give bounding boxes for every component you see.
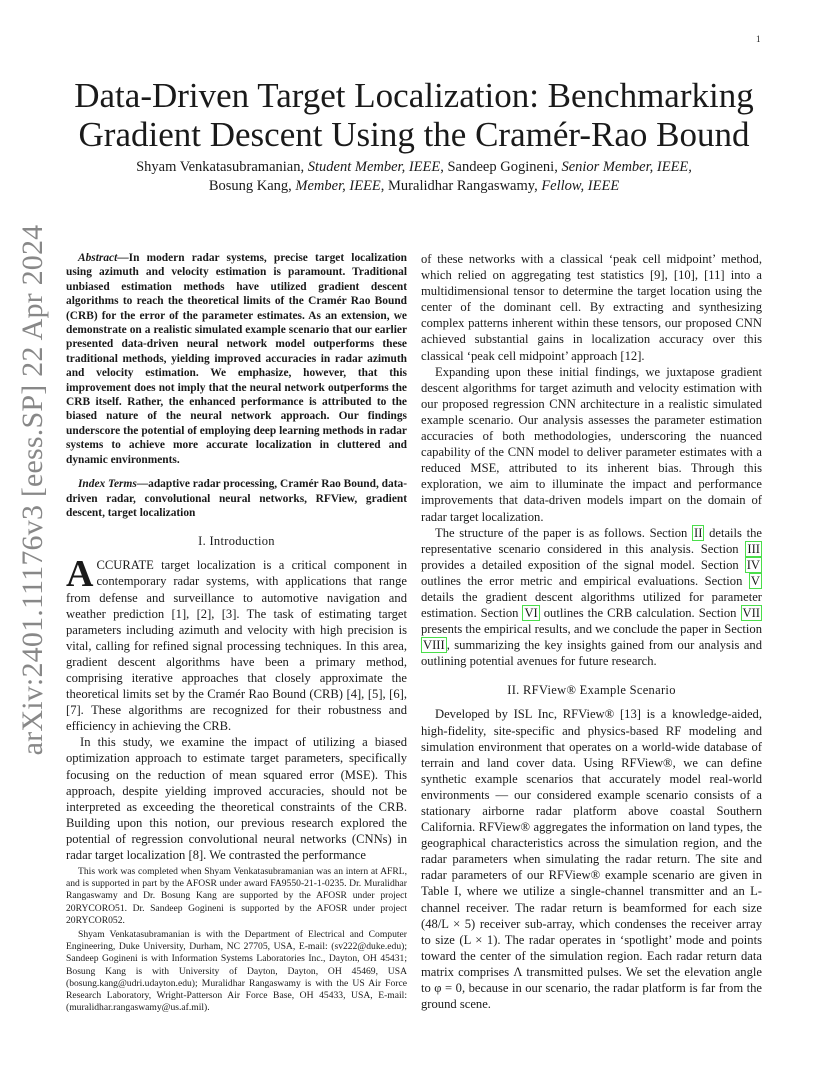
author-3-name: Bosung Kang, bbox=[208, 178, 296, 194]
text-run: outlines the CRB calculation. Section bbox=[539, 606, 741, 621]
text-run: outlines the error metric and empirical evaluations. Section bbox=[421, 573, 749, 588]
author-2-name: , Sandeep Gogineni, bbox=[440, 159, 562, 175]
author-2-role: Senior Member, IEEE, bbox=[561, 159, 692, 175]
section-ref-link[interactable]: IV bbox=[746, 557, 760, 572]
section-ref-link[interactable]: III bbox=[747, 541, 760, 556]
abstract bbox=[66, 251, 407, 467]
section-1-heading: I. Introduction bbox=[198, 534, 275, 549]
author-1-role: Student Member, IEEE bbox=[307, 159, 441, 175]
text-run: provides a detailed exposition of the signal model. Section bbox=[421, 557, 745, 572]
author-1-name: Shyam Venkatasubramanian, bbox=[136, 159, 308, 175]
text-run: presents the empirical results, and we conclude the paper in Section bbox=[421, 622, 762, 637]
author-4-name: , Muralidhar Rangaswamy, bbox=[380, 178, 542, 194]
title-line-1: Data-Driven Target Localization: Benchmarking bbox=[74, 76, 754, 115]
section-2-heading: II. RFView® Example Scenario bbox=[507, 683, 676, 698]
index-terms-text: —adaptive radar processing, Cramér Rao Bound, data-driven radar, convolutional neural networks, RFView, gradient descent, target localization bbox=[66, 478, 407, 519]
arxiv-stamp bbox=[16, 224, 50, 756]
section-ref-link[interactable]: VI bbox=[524, 606, 538, 621]
text-run: details the gradient descent algorithms utilized for parameter estimation. Section bbox=[421, 589, 762, 621]
footnote-funding: This work was completed when Shyam Venkatasubramanian was an intern at AFRL, and is supported in part by the AFOSR under award FA9550-21-1-0235. Dr. Muralidhar Rangaswamy and Dr. Bosung Kang are supported by the AFOSR under project 20RYCORO51. Dr. Sandeep Gogineni is supported by the AFOSR under project 20RYCOR052. bbox=[66, 866, 407, 926]
section-ref-link[interactable]: VII bbox=[742, 606, 760, 621]
intro-p1-text: CCURATE target localization is a critical component in contemporary radar systems, with applications that range from defense and surveillance to automotive navigation and weather prediction [1], [2], [3]. The task of estimating target parameters including azimuth and velocity with high precision is vital, calling for refined signal processing techniques. In this area, gradient descent algorithms have been a primary method, comprising iterative approaches that closely approximate the theoretical limits set by the Cramér Rao Bound (CRB) [4], [5], [6], [7]. These algorithms are recognized for their robustness and efficiency in achieving the CRB. bbox=[66, 558, 407, 734]
page-number: 1 bbox=[756, 34, 761, 44]
abstract-text: —In modern radar systems, precise target localization using azimuth and velocity estimation is paramount. Traditional unbiased estimation methods have utilized gradient descent algorithms to reach the theoretical limits of the Cramér Rao Bound (CRB) for the error of the parameter estimates. As an extension, we demonstrate on a realistic simulated example scenario that our earlier presented data-driven neural network model outperforms these traditional methods, yielding improved accuracies in radar azimuth and velocity estimation. We emphasize, however, that this improvement does not imply that the neural network outperforms the CRB itself. Rather, the enhanced performance is attributed to the biased nature of the neural network approach. Our findings underscore the potential of employing deep learning methods in radar systems to achieve more accurate localization in cluttered and dynamic environments. bbox=[66, 252, 407, 466]
index-terms-label: Index Terms bbox=[78, 478, 137, 491]
footnotes bbox=[66, 866, 407, 1016]
title-line-2: Gradient Descent Using the Cramér-Rao Bound bbox=[78, 115, 750, 154]
paper-title bbox=[66, 76, 762, 154]
abstract-label: Abstract bbox=[78, 252, 118, 264]
author-line-2 bbox=[66, 177, 762, 196]
intro-paragraph-4: Expanding upon these initial findings, we juxtapose gradient descent algorithms for target azimuth and velocity estimation with our proposed regression CNN architecture in a realistic simulated example scenario. Our analysis assesses the parameter estimation accuracies of both methodologies, underscoring the nuanced capability of the CNN model to deliver parameter estimates with a reduced MSE, attributed to its inherent bias. Through this exploration, we aim to illuminate the impact and performance improvements that data-driven models impart on the domain of radar target localization. bbox=[421, 364, 762, 524]
section-ref-link[interactable]: V bbox=[750, 573, 760, 588]
left-column bbox=[66, 251, 407, 863]
footnote-affiliations: Shyam Venkatasubramanian is with the Department of Electrical and Computer Engineering, Duke University, Durham, NC 27705, USA, E-mail: (sv222@duke.edu); Sandeep Gogineni is with Information Systems Laboratories Inc., Dayton, OH 45431; Bosung Kang is with University of Dayton, Dayton, OH 45469, USA (bosung.kang@udri.udayton.edu); Muralidhar Rangaswamy is with the US Air Force Research Laboratory, Wright-Patterson Air Force Base, OH 45433, USA, E-mail: (muralidhar.rangaswamy@us.af.mil). bbox=[66, 929, 407, 1014]
drop-cap: A bbox=[66, 553, 94, 596]
scenario-paragraph-1: Developed by ISL Inc, RFView® [13] is a knowledge-aided, high-fidelity, site-specific and physics-based RF modeling and simulation environment that operates on a world-wide database of terrain and land cover data. Using RFView®, we can define synthetic example scenarios that accurately model real-world environments — our considered example scenario consists of a stationary airborne radar platform above coastal Southern California. RFView® aggregates the information on land types, the geographical characteristics across the simulation region, and the radar parameters when simulating the radar return. The site and radar parameters of our RFView® example scenario are given in Table I, where we utilize a single-channel transmitter and an L-channel receiver. The radar return is beamformed for each size (48/L × 5) receiver sub-array, which condenses the receiver array to size (L × 1). The radar operates in ‘spotlight’ mode and points toward the center of the simulation region. Each radar return data matrix comprises Λ transmitted pulses. We set the elevation angle to φ = 0, because in our scenario, the radar platform is far from the ground scene. bbox=[421, 707, 762, 1012]
intro-paragraph-3: of these networks with a classical ‘peak cell midpoint’ method, which relied on aggregating test statistics [9], [10], [11] into a multidimensional tensor to determine the target location using the center of the dominant cell. By extracting and synthesizing complex patterns inherent within these tensors, our proposed CNN achieved substantial gains in localization accuracy over this classical ‘peak cell midpoint’ approach [12]. bbox=[421, 252, 762, 363]
author-4-role: Fellow, IEEE bbox=[541, 178, 620, 194]
arxiv-stamp-text: arXiv:2401.11176v3 [eess.SP] 22 Apr 2024 bbox=[16, 224, 49, 756]
intro-paragraph-5 bbox=[421, 525, 762, 670]
section-ref-link[interactable]: II bbox=[694, 525, 703, 540]
author-line-1 bbox=[66, 158, 762, 177]
text-run: details the representative scenario considered in this analysis. Section bbox=[421, 525, 763, 556]
text-run: The structure of the paper is as follows. Section bbox=[435, 525, 693, 540]
author-3-role: Member, IEEE bbox=[295, 178, 381, 194]
author-list bbox=[66, 158, 762, 196]
index-terms bbox=[66, 477, 407, 520]
section-ref-link[interactable]: VIII bbox=[423, 638, 445, 653]
right-column bbox=[421, 251, 762, 1012]
intro-paragraph-1 bbox=[66, 553, 407, 734]
intro-paragraph-2: In this study, we examine the impact of utilizing a biased optimization approach to estimate target parameters, specifically focusing on the reduction of mean squared error (MSE). This approach, despite yielding improved accuracies, should not be interpreted as exceeding the theoretical constraints of the CRB. Building upon this notion, our previous research explored the potential of regression convolutional neural networks (CNNs) in radar target localization [8]. We contrasted the performance bbox=[66, 735, 407, 862]
text-run: , summarizing the key insights gained from our analysis and outlining potential avenues for future research. bbox=[421, 638, 762, 669]
